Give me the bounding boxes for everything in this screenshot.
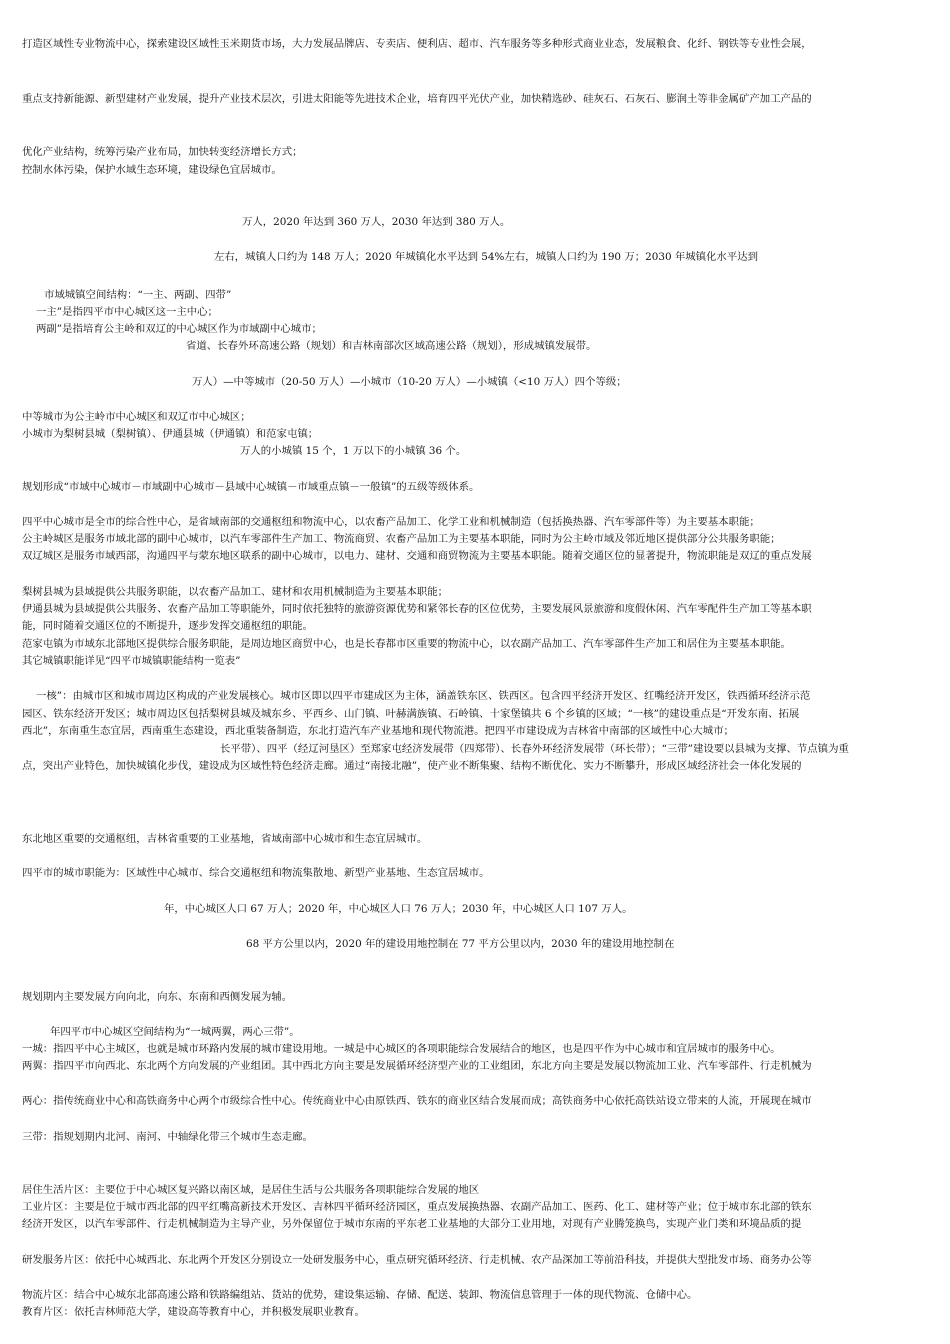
text-line: 万人）—中等城市（20-50 万人）—小城市（10-20 万人）—小城镇（<10 万人）四个等级； xyxy=(192,376,627,388)
text-line: 市域城镇空间结构：“一主、两副、四带” xyxy=(44,289,232,301)
text-line: 年四平市中心城区空间结构为“一城两翼，两心三带”。 xyxy=(50,1026,300,1038)
text-line: 两心：指传统商业中心和高铁商务中心两个市级综合性中心。传统商业中心由原铁西、铁东的商业区结合发展而成；高铁商务中心依托高铁站设立带来的人流，开展现在城市 xyxy=(22,1095,812,1107)
text-line: 重点支持新能源、新型建材产业发展，提升产业技术层次，引进太阳能等先进技术企业，培育四平光伏产业，加快精选砂、硅灰石、石灰石、膨润土等非金属矿产加工产品的 xyxy=(22,93,812,105)
text-line: 教育片区：依托吉林师范大学，建设高等教育中心，并积极发展职业教育。 xyxy=(22,1306,365,1318)
text-line: 左右，城镇人口约为 148 万人；2020 年城镇化水平达到 54%左右，城镇人口约为 190 万；2030 年城镇化水平达到 xyxy=(214,251,758,263)
text-line: 三带：指规划期内北河、南河、中轴绿化带三个城市生态走廊。 xyxy=(22,1131,313,1143)
text-line: 68 平方公里以内，2020 年的建设用地控制在 77 平方公里以内，2030 年的建设用地控制在 xyxy=(246,938,675,950)
text-line: 规划形成“市域中心城市－市域副中心城市－县域中心城镇－市域重点镇－一般镇”的五级等级体系。 xyxy=(22,481,480,493)
text-line: 能，同时随着交通区位的不断提升，逐步发挥交通枢纽的职能。 xyxy=(22,620,313,632)
text-line: 打造区域性专业物流中心，探索建设区域性玉米期货市场，大力发展品牌店、专卖店、便利店、超市、汽车服务等多种形式商业业态，发展粮食、化纤、钢铁等专业性会展， xyxy=(22,38,812,50)
text-line: 工业片区：主要是位于城市西北部的四平红嘴高新技术开发区、吉林四平循环经济园区，重点发展换热器、农副产品加工、医药、化工、建材等产业；位于城市东北部的铁东 xyxy=(22,1201,812,1213)
text-line: 点，突出产业特色，加快城镇化步伐，建设成为区域性特色经济走廊。通过“南接北融”，使产业不断集聚、结构不断优化、实力不断攀升，形成区域经济社会一体化发展的 xyxy=(22,760,802,772)
text-line: 经济开发区，以汽车零部件、行走机械制造为主导产业，另外保留位于城市东南的平东老工业基地的大部分工业用地，对现有产业腾笼换鸟，实现产业门类和环境品质的提 xyxy=(22,1218,802,1230)
text-line: 伊通县城为县域提供公共服务、农畜产品加工等职能外，同时依托独特的旅游资源优势和紧邻长春的区位优势，主要发展风景旅游和度假休闲、汽车零配件生产加工等基本职 xyxy=(22,603,812,615)
text-line: 研发服务片区：依托中心城西北、东北两个开发区分别设立一处研发服务中心，重点研究循环经济、行走机械、农产品深加工等前沿科技，并提供大型批发市场、商务办公等 xyxy=(22,1254,812,1266)
text-line: 一核”：由城市区和城市周边区构成的产业发展核心。城市区即以四平市建成区为主体，涵盖铁东区、铁西区。包含四平经济开发区、红嘴经济开发区，铁西循环经济示范 xyxy=(36,690,811,702)
text-line: 东北地区重要的交通枢纽，吉林省重要的工业基地，省域南部中心城市和生态宜居城市。 xyxy=(22,833,428,845)
text-line: 省道、长春外环高速公路（规划）和吉林南部次区域高速公路（规划），形成城镇发展带。 xyxy=(186,340,597,352)
text-line: 物流片区：结合中心城东北部高速公路和铁路编组站、货站的优势，建设集运输、存储、配送、装卸、物流信息管理于一体的现代物流、仓储中心。 xyxy=(22,1289,698,1301)
text-line: 两翼：指四平市向西北、东北两个方向发展的产业组团。其中西北方向主要是发展循环经济型产业的工业组团，东北方向主要是发展以物流加工业、汽车零部件、行走机械为 xyxy=(22,1060,812,1072)
text-line: 中等城市为公主岭市中心城区和双辽市中心城区； xyxy=(22,411,251,423)
text-line: 梨树县城为县域提供公共服务职能，以农畜产品加工、建材和农用机械制造为主要基本职能； xyxy=(22,586,449,598)
text-line: 其它城镇职能详见“四平市城镇职能结构一览表” xyxy=(22,655,241,667)
text-line: 双辽城区是服务市域西部，沟通四平与蒙东地区联系的副中心城市，以电力、建材、交通和商贸物流为主要基本职能。随着交通区位的显著提升，物流职能是双辽的重点发展 xyxy=(22,550,812,562)
text-line: 控制水体污染，保护水域生态环境，建设绿色宜居城市。 xyxy=(22,164,282,176)
text-line: 范家屯镇为市域东北部地区提供综合服务职能，是周边地区商贸中心，也是长春都市区重要的物流中心，以农副产品加工、汽车零部件生产加工和居住为主要基本职能。 xyxy=(22,638,791,650)
text-line: 年，中心城区人口 67 万人；2020 年，中心城区人口 76 万人；2030 年，中心城区人口 107 万人。 xyxy=(164,903,633,915)
text-line: 两副”是指培育公主岭和双辽的中心城区作为市域副中心城市； xyxy=(36,323,322,335)
text-line: 长平带）、四平（经辽河垦区）至郑家屯经济发展带（四郑带）、长春外环经济发展带（环长带）；“三带”建设要以县城为支撑、节点镇为重 xyxy=(220,743,849,755)
text-line: 园区、铁东经济开发区；城市周边区包括梨树县城及城东乡、平西乡、山门镇、叶赫满族镇、石岭镇、十家堡镇共 6 个乡镇的区域；“一核”的建设重点是“开发东南、拓展 xyxy=(22,708,800,720)
text-line: 公主岭城区是服务市域北部的副中心城市，以汽车零部件生产加工、物流商贸、农畜产品加工为主要基本职能，同时为公主岭市域及邻近地区提供部分公共服务职能； xyxy=(22,533,781,545)
text-line: 居住生活片区：主要位于中心城区复兴路以南区域，是居住生活与公共服务各项职能综合发展的地区 xyxy=(22,1184,480,1196)
text-line: 一城：指四平中心主城区，也就是城市环路内发展的城市建设用地。一城是中心城区的各项职能综合发展结合的地区，也是四平作为中心城市和宜居城市的服务中心。 xyxy=(22,1043,781,1055)
text-line: 西北”，东南重生态宜居，西南重生态建设，西北重装备制造，东北打造汽车产业基地和现代物流港。把四平市建设成为吉林省中南部的区域性中心大城市； xyxy=(22,725,734,737)
text-line: 四平市的城市职能为：区域性中心城市、综合交通枢纽和物流集散地、新型产业基地、生态宜居城市。 xyxy=(22,867,490,879)
text-line: 万人，2020 年达到 360 万人，2030 年达到 380 万人。 xyxy=(242,216,511,228)
text-line: 四平中心城市是全市的综合性中心，是省域南部的交通枢纽和物流中心，以农畜产品加工、化学工业和机械制造（包括换热器、汽车零部件等）为主要基本职能； xyxy=(22,516,760,528)
text-line: 一主”是指四平市中心城区这一主中心； xyxy=(36,306,218,318)
text-line: 规划期内主要发展方向向北，向东、东南和西侧发展为辅。 xyxy=(22,991,293,1003)
text-line: 小城市为梨树县城（梨树镇）、伊通县城（伊通镇）和范家屯镇； xyxy=(22,428,319,440)
text-line: 万人的小城镇 15 个，1 万以下的小城镇 36 个。 xyxy=(240,445,467,457)
text-line: 优化产业结构，统筹污染产业布局，加快转变经济增长方式； xyxy=(22,146,303,158)
